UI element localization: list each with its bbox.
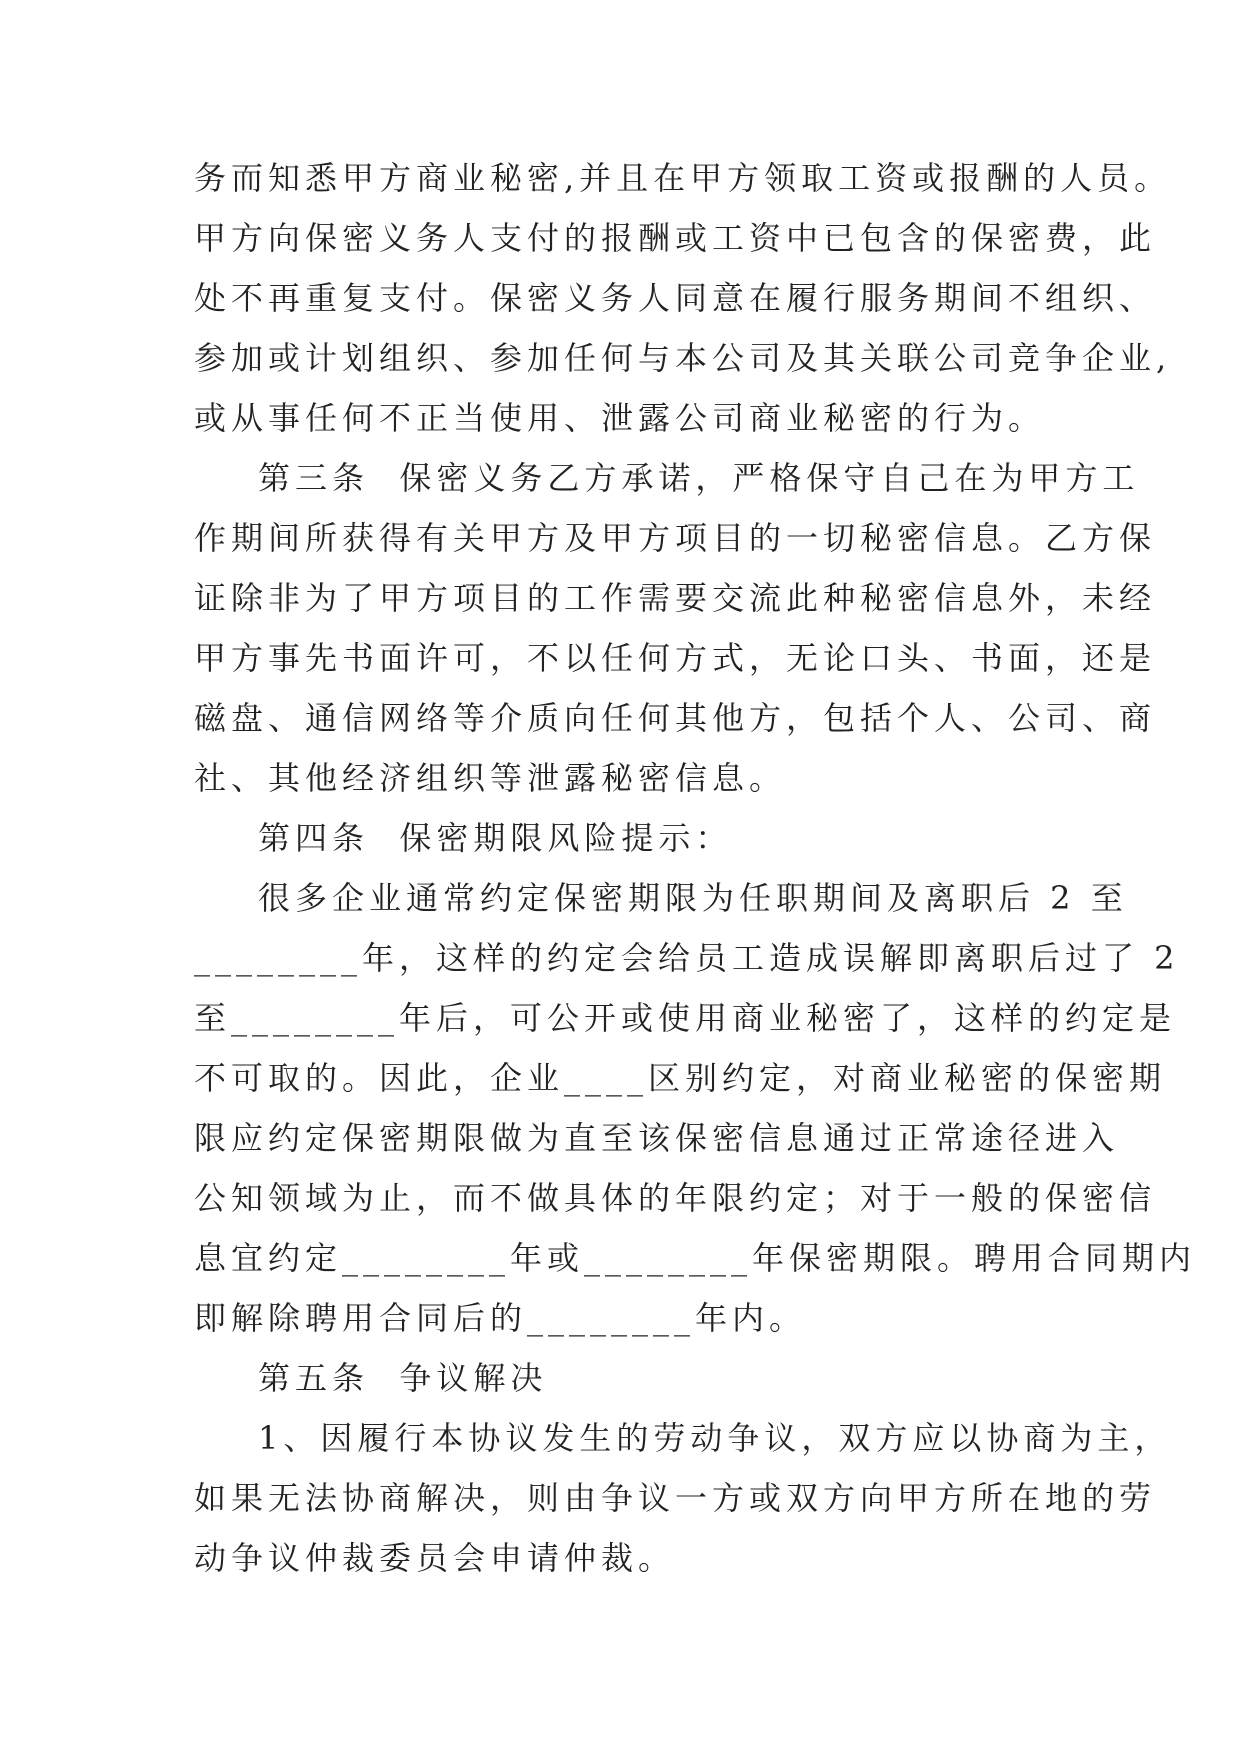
text-line-2: 甲方向保密义务人支付的报酬或工资中已包含的保密费，此: [194, 219, 1157, 257]
text-line-9: 甲方事先书面许可，不以任何方式，无论口头、书面，还是: [194, 639, 1157, 677]
article-4-heading: 第四条 保密期限风险提示：: [258, 819, 733, 857]
text-line-14: ________年，这样的约定会给员工造成误解即离职后过了 2: [194, 939, 1180, 977]
text-line-8: 证除非为了甲方项目的工作需要交流此种秘密信息外，未经: [194, 579, 1157, 617]
text-line-20: 即解除聘用合同后的________年内。: [194, 1299, 807, 1337]
text-line-11: 社、其他经济组织等泄露秘密信息。: [194, 759, 787, 797]
text-line-17: 限应约定保密期限做为直至该保密信息通过正常途径进入: [194, 1119, 1120, 1157]
text-line-10: 磁盘、通信网络等介质向任何其他方，包括个人、公司、商: [194, 699, 1157, 737]
article-5-heading: 第五条 争议解决: [258, 1359, 548, 1397]
text-line-22: 1、因履行本协议发生的劳动争议，双方应以协商为主，: [258, 1419, 1172, 1457]
text-line-15: 至________年后，可公开或使用商业秘密了，这样的约定是: [194, 999, 1177, 1037]
text-line-16: 不可取的。因此，企业____区别约定，对商业秘密的保密期: [194, 1059, 1167, 1097]
text-line-7: 作期间所获得有关甲方及甲方项目的一切秘密信息。乙方保: [194, 519, 1157, 557]
text-line-23: 如果无法协商解决，则由争议一方或双方向甲方所在地的劳: [194, 1479, 1157, 1517]
article-3-heading: 第三条 保密义务乙方承诺，严格保守自己在为甲方工: [258, 459, 1140, 497]
text-line-24: 动争议仲裁委员会申请仲裁。: [194, 1539, 676, 1577]
text-line-1: 务而知悉甲方商业秘密,并且在甲方领取工资或报酬的人员。: [194, 159, 1172, 197]
text-line-4: 参加或计划组织、参加任何与本公司及其关联公司竞争企业,: [194, 339, 1172, 377]
text-line-3: 处不再重复支付。保密义务人同意在履行服务期间不组织、: [194, 279, 1157, 317]
text-line-13: 很多企业通常约定保密期限为任职期间及离职后 2 至: [258, 879, 1128, 917]
text-line-18: 公知领域为止，而不做具体的年限约定；对于一般的保密信: [194, 1179, 1157, 1217]
text-line-19: 息宜约定________年或________年保密期限。聘用合同期内: [194, 1239, 1197, 1277]
text-line-5: 或从事任何不正当使用、泄露公司商业秘密的行为。: [194, 399, 1046, 437]
